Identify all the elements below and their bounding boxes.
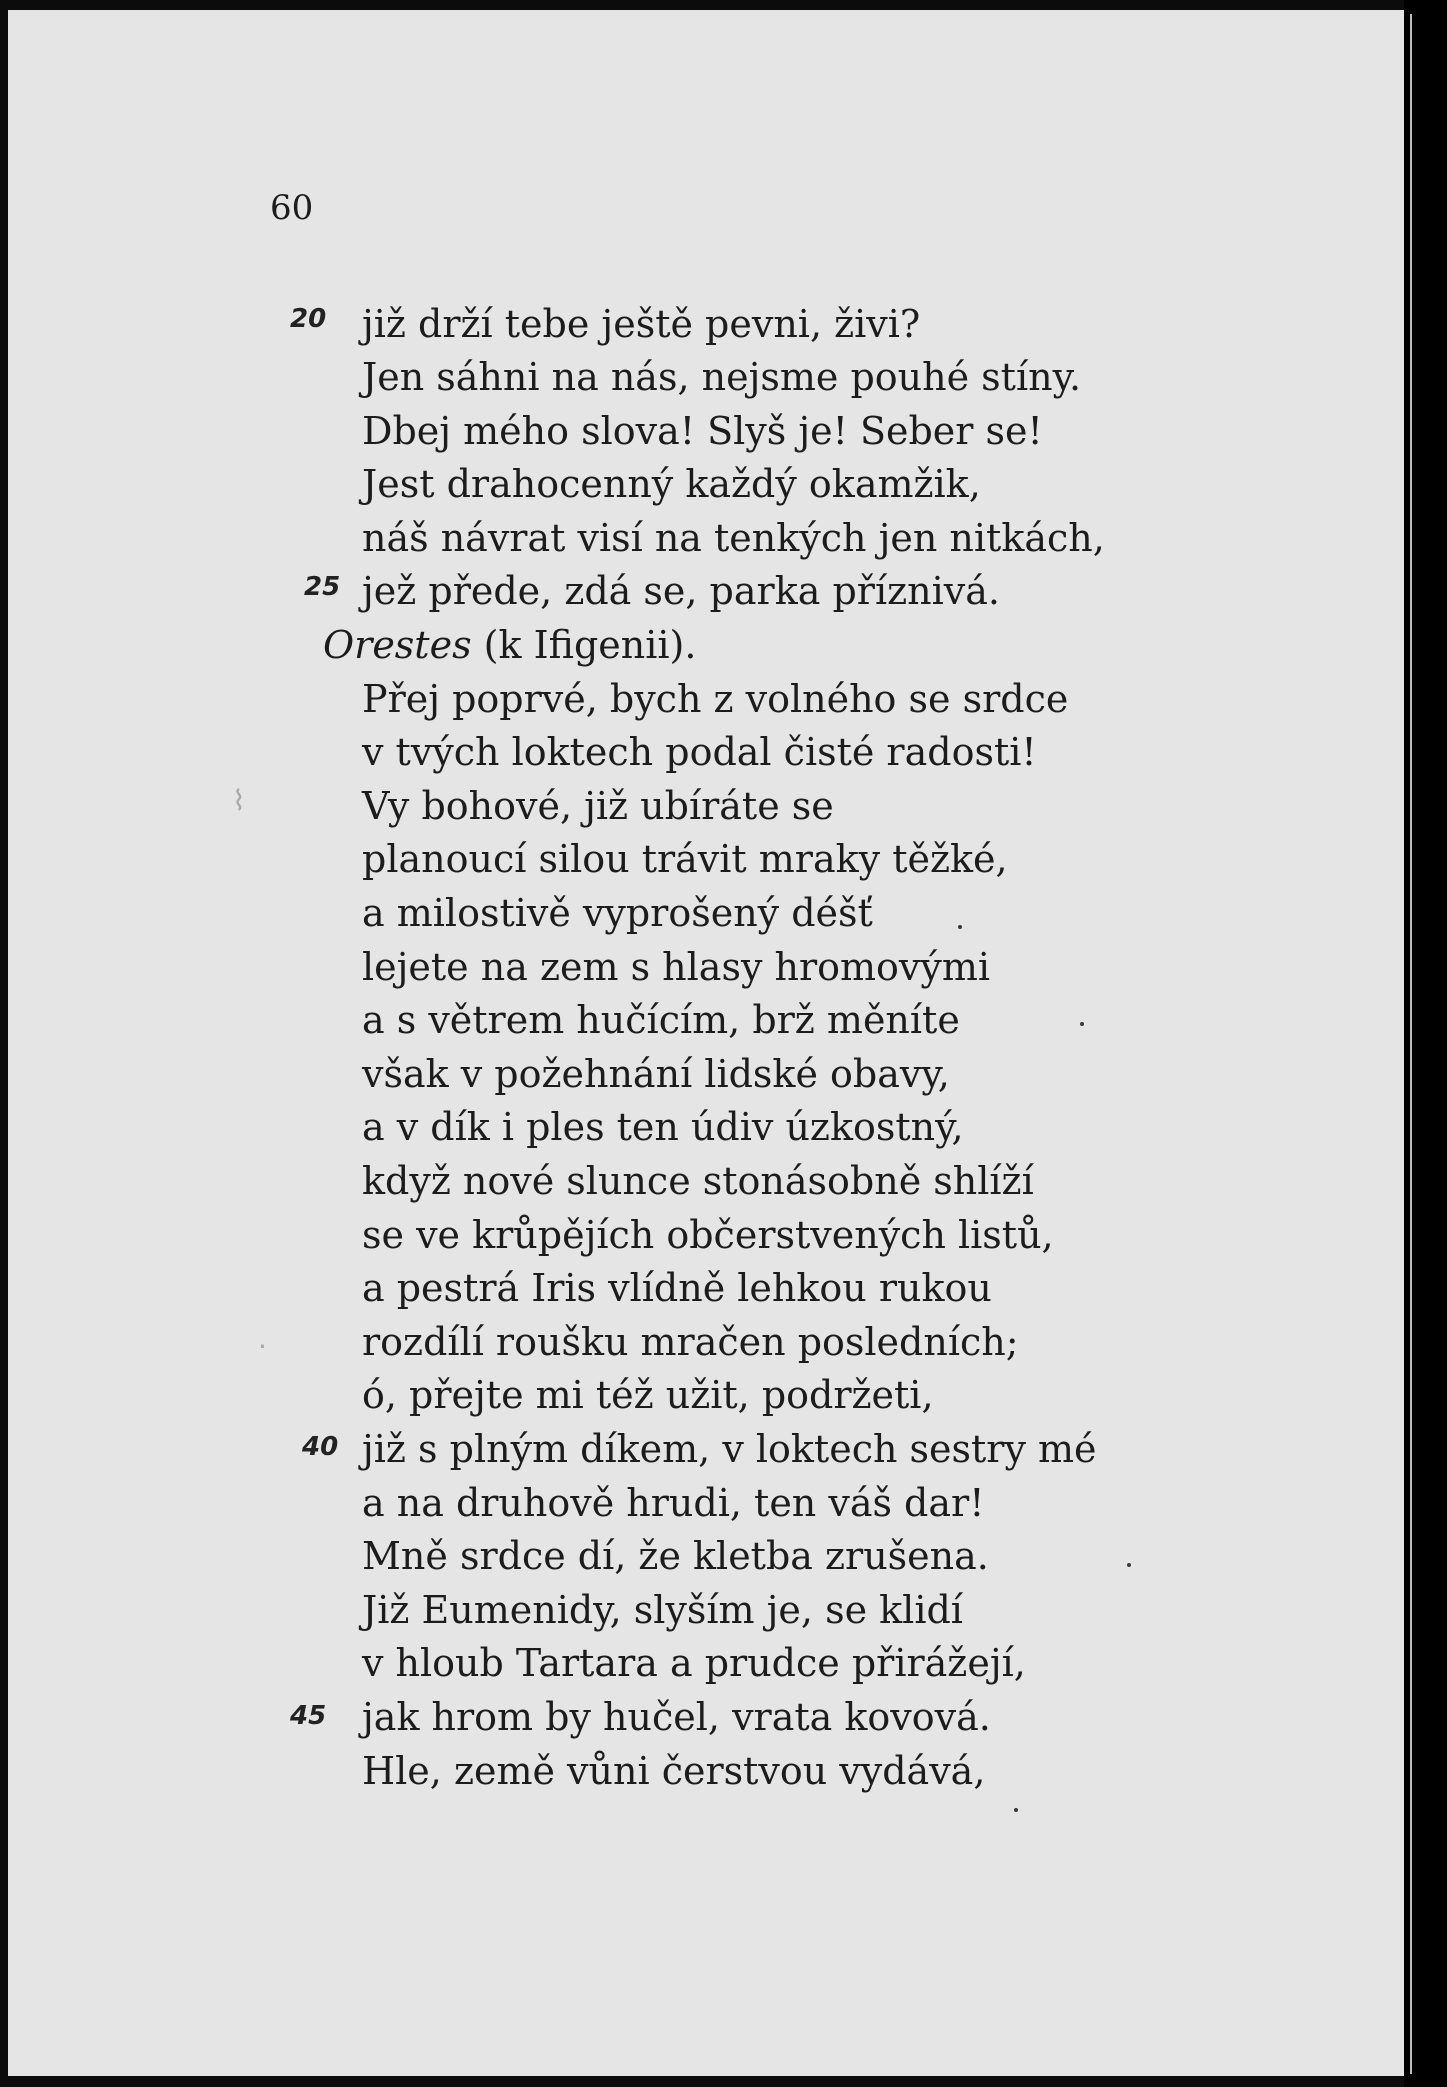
page-number: 60 [270, 188, 314, 228]
print-speck [958, 925, 962, 929]
verse-line: Již Eumenidy, slyším je, se klidí [362, 1588, 963, 1632]
verse-line: když nové slunce stonásobně shlíží [362, 1159, 1034, 1203]
verse-line: jež přede, zdá se, parka příznivá. [362, 569, 1000, 613]
print-speck [1080, 1022, 1084, 1026]
verse-line: a na druhově hrudi, ten váš dar! [362, 1481, 985, 1525]
verse-line: Vy bohové, již ubíráte se [362, 784, 834, 828]
verse-line: a v dík i ples ten údiv úzkostný, [362, 1105, 964, 1149]
verse-line: Hle, země vůni čerstvou vydává, [362, 1749, 986, 1793]
verse-line: rozdílí roušku mračen posledních; [362, 1320, 1019, 1364]
verse-line: však v požehnání lidské obavy, [362, 1052, 950, 1096]
verse-line: v hloub Tartara a prudce přirážejí, [362, 1641, 1026, 1685]
verse-line: ó, přejte mi též užit, podržeti, [362, 1373, 934, 1417]
verse-line: náš návrat visí na tenkých jen nitkách, [362, 516, 1105, 560]
verse-line: se ve krůpějích občerstvených listů, [362, 1213, 1054, 1257]
verse-line: Přej poprvé, bych z volného se srdce [362, 677, 1069, 721]
verse-line: jak hrom by hučel, vrata kovová. [362, 1695, 991, 1739]
verse-line: Jen sáhni na nás, nejsme pouhé stíny. [362, 355, 1082, 399]
verse-line: a pestrá Iris vlídně lehkou rukou [362, 1266, 992, 1310]
line-marker-40: 40 [302, 1432, 339, 1462]
verse-line: Jest drahocenný každý okamžik, [362, 462, 981, 506]
verse-line: a s větrem hučícím, brž měníte [362, 998, 960, 1042]
verse-line: v tvých loktech podal čisté radosti! [362, 730, 1037, 774]
print-speck [1014, 1808, 1018, 1812]
verse-line: lejete na zem s hlasy hromovými [362, 945, 991, 989]
verse-line: Dbej mého slova! Slyš je! Seber se! [362, 409, 1043, 453]
verse-line: planoucí silou trávit mraky těžké, [362, 837, 1008, 881]
line-marker-20: 20 [290, 304, 327, 334]
line-marker-25: 25 [304, 572, 341, 602]
verse-line: Mně srdce dí, že kletba zrušena. [362, 1534, 989, 1578]
speaker-name: Orestes [323, 623, 472, 667]
page-edge-line [1410, 14, 1412, 2074]
verse-line: a milostivě vyprošený déšť [362, 891, 873, 935]
pencil-mark: ⌇ [232, 784, 246, 817]
line-marker-45: 45 [290, 1701, 327, 1731]
verse-line: již s plným díkem, v loktech sestry mé [362, 1427, 1097, 1471]
speaker-heading [323, 623, 696, 667]
print-speck [1127, 1563, 1131, 1567]
stage-direction: (k Ifigenii). [483, 623, 697, 667]
pencil-mark: · [258, 1330, 267, 1363]
verse-line: již drží tebe ještě pevni, živi? [362, 302, 921, 346]
